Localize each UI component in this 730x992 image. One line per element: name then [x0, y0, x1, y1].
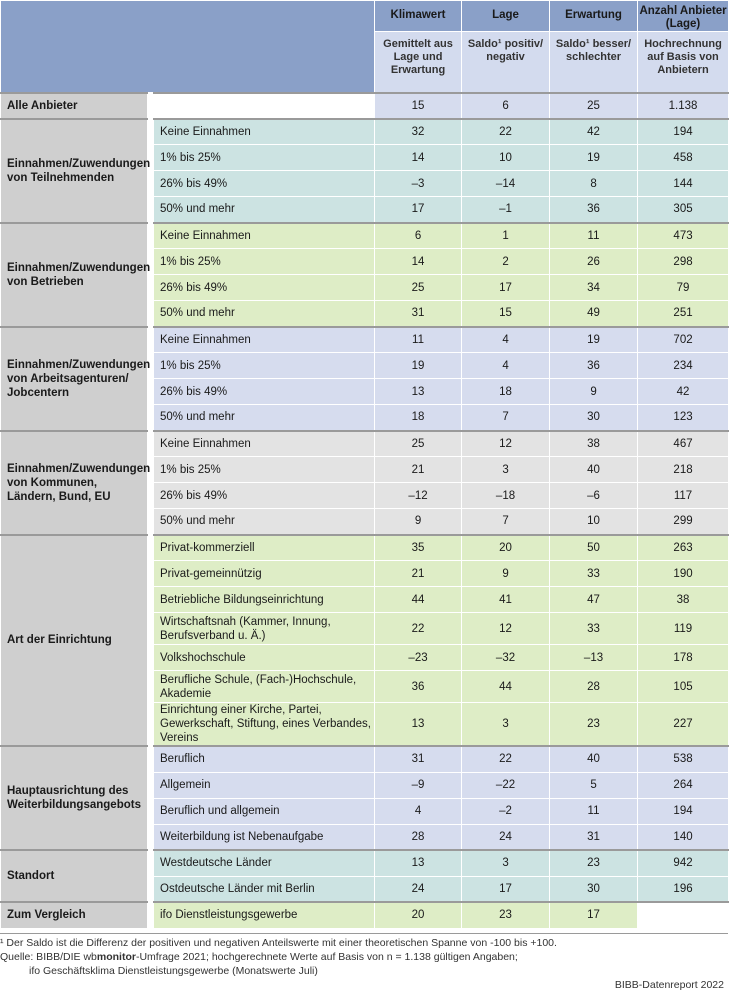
cell-value: 50 [550, 535, 638, 561]
credit: BIBB-Datenreport 2022 [614, 979, 724, 991]
cell-value: 538 [638, 746, 729, 772]
row-label: Westdeutsche Länder [154, 850, 375, 876]
cell-value: 23 [462, 902, 550, 928]
cell-value: 22 [462, 746, 550, 772]
cell-value: 6 [375, 223, 462, 249]
row-label: Beruflich und allgemein [154, 798, 375, 824]
row-label: 50% und mehr [154, 509, 375, 535]
cell-value: 7 [462, 509, 550, 535]
subheader-lage: Saldo¹ positiv/ negativ [462, 32, 550, 93]
cell-value: 28 [375, 824, 462, 850]
row-label: Einrichtung einer Kirche, Partei, Gewerkschaft, Stiftung, eines Verbandes, Vereins [154, 703, 375, 747]
cell-value: –9 [375, 772, 462, 798]
header-anzahl: Anzahl Anbieter (Lage) [638, 1, 729, 32]
row-label: Privat-gemeinnützig [154, 561, 375, 587]
cell-value: 140 [638, 824, 729, 850]
cell-value: 18 [462, 379, 550, 405]
source-line-2: ifo Geschäftsklima Dienstleistungsgewerbe (Monatswerte Juli) [29, 965, 318, 977]
row-label: Wirtschaftsnah (Kammer, Innung, Berufsverband u. Ä.) [154, 613, 375, 645]
row-label: Beruflich [154, 746, 375, 772]
row-label: Keine Einnahmen [154, 431, 375, 457]
cell-value: 24 [375, 876, 462, 902]
cell-value: 702 [638, 327, 729, 353]
cell-value: 196 [638, 876, 729, 902]
cell-value: 25 [550, 93, 638, 119]
group-label: Einnahmen/Zuwendungen von Betrieben [1, 223, 148, 327]
cell-value: 3 [462, 457, 550, 483]
cell-value: 36 [550, 197, 638, 223]
cell-value: 42 [638, 379, 729, 405]
cell-value: 10 [462, 145, 550, 171]
cell-value: 17 [462, 876, 550, 902]
row-label: 1% bis 25% [154, 457, 375, 483]
cell-value: 32 [375, 119, 462, 145]
cell-value: 251 [638, 301, 729, 327]
row-label: Allgemein [154, 772, 375, 798]
row-label: 26% bis 49% [154, 171, 375, 197]
source-prefix: Quelle: BIBB/DIE wb [0, 951, 97, 963]
cell-value: 7 [462, 405, 550, 431]
header-lage: Lage [462, 1, 550, 32]
source-line [0, 950, 728, 964]
table-row [1, 535, 729, 561]
cell-value: 458 [638, 145, 729, 171]
cell-value: 305 [638, 197, 729, 223]
cell-value: 117 [638, 483, 729, 509]
cell-value: 194 [638, 119, 729, 145]
cell-value: –6 [550, 483, 638, 509]
cell-value: 26 [550, 249, 638, 275]
group-label: Alle Anbieter [1, 93, 148, 119]
cell-value: 21 [375, 561, 462, 587]
row-label: 26% bis 49% [154, 275, 375, 301]
cell-value: 178 [638, 645, 729, 671]
cell-value: 44 [462, 671, 550, 703]
table-row [1, 746, 729, 772]
group-label: Art der Einrichtung [1, 535, 148, 747]
cell-value: 467 [638, 431, 729, 457]
cell-value: 12 [462, 613, 550, 645]
cell-value: 19 [550, 327, 638, 353]
cell-value: –32 [462, 645, 550, 671]
cell-value: –23 [375, 645, 462, 671]
subheader-erwartung: Saldo¹ besser/ schlechter [550, 32, 638, 93]
cell-value: 5 [550, 772, 638, 798]
row-label [154, 93, 375, 119]
cell-value: 19 [550, 145, 638, 171]
cell-value: 20 [375, 902, 462, 928]
cell-value: 190 [638, 561, 729, 587]
row-label: 1% bis 25% [154, 353, 375, 379]
cell-value: 22 [375, 613, 462, 645]
cell-value: 144 [638, 171, 729, 197]
cell-value: 1.138 [638, 93, 729, 119]
group-label: Einnahmen/Zuwendungen von Teilnehmenden [1, 119, 148, 223]
cell-value: 218 [638, 457, 729, 483]
cell-value: 22 [462, 119, 550, 145]
group-label: Hauptausrichtung des Weiterbildungsangebots [1, 746, 148, 850]
cell-value: 10 [550, 509, 638, 535]
cell-value: 42 [550, 119, 638, 145]
cell-value: 31 [375, 301, 462, 327]
row-label: Keine Einnahmen [154, 119, 375, 145]
group-label: Zum Vergleich [1, 902, 148, 928]
cell-value: 33 [550, 561, 638, 587]
footer [0, 933, 728, 991]
cell-value: 8 [550, 171, 638, 197]
source-bold: monitor [96, 951, 136, 963]
cell-value [638, 902, 729, 928]
cell-value: 9 [462, 561, 550, 587]
cell-value: 4 [462, 327, 550, 353]
source-rest: -Umfrage 2021; hochgerechnete Werte auf Basis von n = 1.138 gültigen Angaben; [135, 951, 518, 963]
cell-value: 79 [638, 275, 729, 301]
cell-value: –18 [462, 483, 550, 509]
cell-value: 30 [550, 876, 638, 902]
group-label: Standort [1, 850, 148, 902]
cell-value: 11 [550, 798, 638, 824]
cell-value: 3 [462, 850, 550, 876]
subheader-anzahl: Hochrechnung auf Basis von Anbietern [638, 32, 729, 93]
cell-value: 298 [638, 249, 729, 275]
table-row [1, 93, 729, 119]
cell-value: 20 [462, 535, 550, 561]
cell-value: 33 [550, 613, 638, 645]
cell-value: 4 [375, 798, 462, 824]
cell-value: 14 [375, 145, 462, 171]
footnote: ¹ Der Saldo ist die Differenz der positiven und negativen Anteilswerte mit einer theoretischen Spanne von -100 bis +100. [0, 937, 557, 949]
cell-value: 41 [462, 587, 550, 613]
cell-value: 14 [375, 249, 462, 275]
cell-value: 38 [550, 431, 638, 457]
row-label: 50% und mehr [154, 301, 375, 327]
cell-value: 23 [550, 703, 638, 747]
cell-value: 194 [638, 798, 729, 824]
cell-value: 30 [550, 405, 638, 431]
cell-value: 35 [375, 535, 462, 561]
cell-value: 123 [638, 405, 729, 431]
cell-value: 9 [375, 509, 462, 535]
cell-value: 9 [550, 379, 638, 405]
table-row [1, 327, 729, 353]
header-erwartung: Erwartung [550, 1, 638, 32]
subheader-klimawert: Gemittelt aus Lage und Erwartung [375, 32, 462, 93]
group-label: Einnahmen/Zuwendungen von Arbeitsagenturen/ Jobcentern [1, 327, 148, 431]
table-row [1, 850, 729, 876]
cell-value: 119 [638, 613, 729, 645]
cell-value: 44 [375, 587, 462, 613]
cell-value: 13 [375, 379, 462, 405]
cell-value: 17 [550, 902, 638, 928]
cell-value: 25 [375, 431, 462, 457]
cell-value: 15 [375, 93, 462, 119]
cell-value: 31 [375, 746, 462, 772]
cell-value: –2 [462, 798, 550, 824]
cell-value: 11 [375, 327, 462, 353]
cell-value: 18 [375, 405, 462, 431]
cell-value: 36 [375, 671, 462, 703]
cell-value: 227 [638, 703, 729, 747]
row-label: Keine Einnahmen [154, 327, 375, 353]
row-label: 50% und mehr [154, 197, 375, 223]
cell-value: 38 [638, 587, 729, 613]
cell-value: 15 [462, 301, 550, 327]
row-label: 26% bis 49% [154, 379, 375, 405]
cell-value: 263 [638, 535, 729, 561]
header-blank [1, 1, 375, 93]
cell-value: 17 [462, 275, 550, 301]
cell-value: 264 [638, 772, 729, 798]
cell-value: 17 [375, 197, 462, 223]
table-body [1, 93, 729, 929]
table-row [1, 223, 729, 249]
cell-value: –14 [462, 171, 550, 197]
row-label: Berufliche Schule, (Fach-)Hochschule, Akademie [154, 671, 375, 703]
table-row [1, 431, 729, 457]
cell-value: 23 [550, 850, 638, 876]
cell-value: –3 [375, 171, 462, 197]
cell-value: 11 [550, 223, 638, 249]
cell-value: –1 [462, 197, 550, 223]
cell-value: 24 [462, 824, 550, 850]
row-label: Privat-kommerziell [154, 535, 375, 561]
cell-value: 234 [638, 353, 729, 379]
row-label: Ostdeutsche Länder mit Berlin [154, 876, 375, 902]
row-label: 26% bis 49% [154, 483, 375, 509]
cell-value: 28 [550, 671, 638, 703]
cell-value: 12 [462, 431, 550, 457]
cell-value: 4 [462, 353, 550, 379]
cell-value: 13 [375, 850, 462, 876]
row-label: Betriebliche Bildungseinrichtung [154, 587, 375, 613]
cell-value: 3 [462, 703, 550, 747]
row-label: 1% bis 25% [154, 145, 375, 171]
cell-value: –13 [550, 645, 638, 671]
cell-value: 36 [550, 353, 638, 379]
cell-value: 942 [638, 850, 729, 876]
cell-value: 34 [550, 275, 638, 301]
header-row [1, 1, 729, 32]
table-row [1, 119, 729, 145]
row-label: Volkshochschule [154, 645, 375, 671]
cell-value: 299 [638, 509, 729, 535]
cell-value: 13 [375, 703, 462, 747]
cell-value: 6 [462, 93, 550, 119]
cell-value: –22 [462, 772, 550, 798]
group-label: Einnahmen/Zuwendungen von Kommunen, Ländern, Bund, EU [1, 431, 148, 535]
table-row [1, 902, 729, 928]
cell-value: 40 [550, 457, 638, 483]
row-label: 1% bis 25% [154, 249, 375, 275]
row-label: Keine Einnahmen [154, 223, 375, 249]
cell-value: 105 [638, 671, 729, 703]
cell-value: 31 [550, 824, 638, 850]
cell-value: 21 [375, 457, 462, 483]
cell-value: 47 [550, 587, 638, 613]
cell-value: 2 [462, 249, 550, 275]
cell-value: 25 [375, 275, 462, 301]
cell-value: 40 [550, 746, 638, 772]
row-label: ifo Dienstleistungsgewerbe [154, 902, 375, 928]
row-label: 50% und mehr [154, 405, 375, 431]
cell-value: 1 [462, 223, 550, 249]
header-klimawert: Klimawert [375, 1, 462, 32]
cell-value: 473 [638, 223, 729, 249]
cell-value: –12 [375, 483, 462, 509]
cell-value: 49 [550, 301, 638, 327]
row-label: Weiterbildung ist Nebenaufgabe [154, 824, 375, 850]
cell-value: 19 [375, 353, 462, 379]
